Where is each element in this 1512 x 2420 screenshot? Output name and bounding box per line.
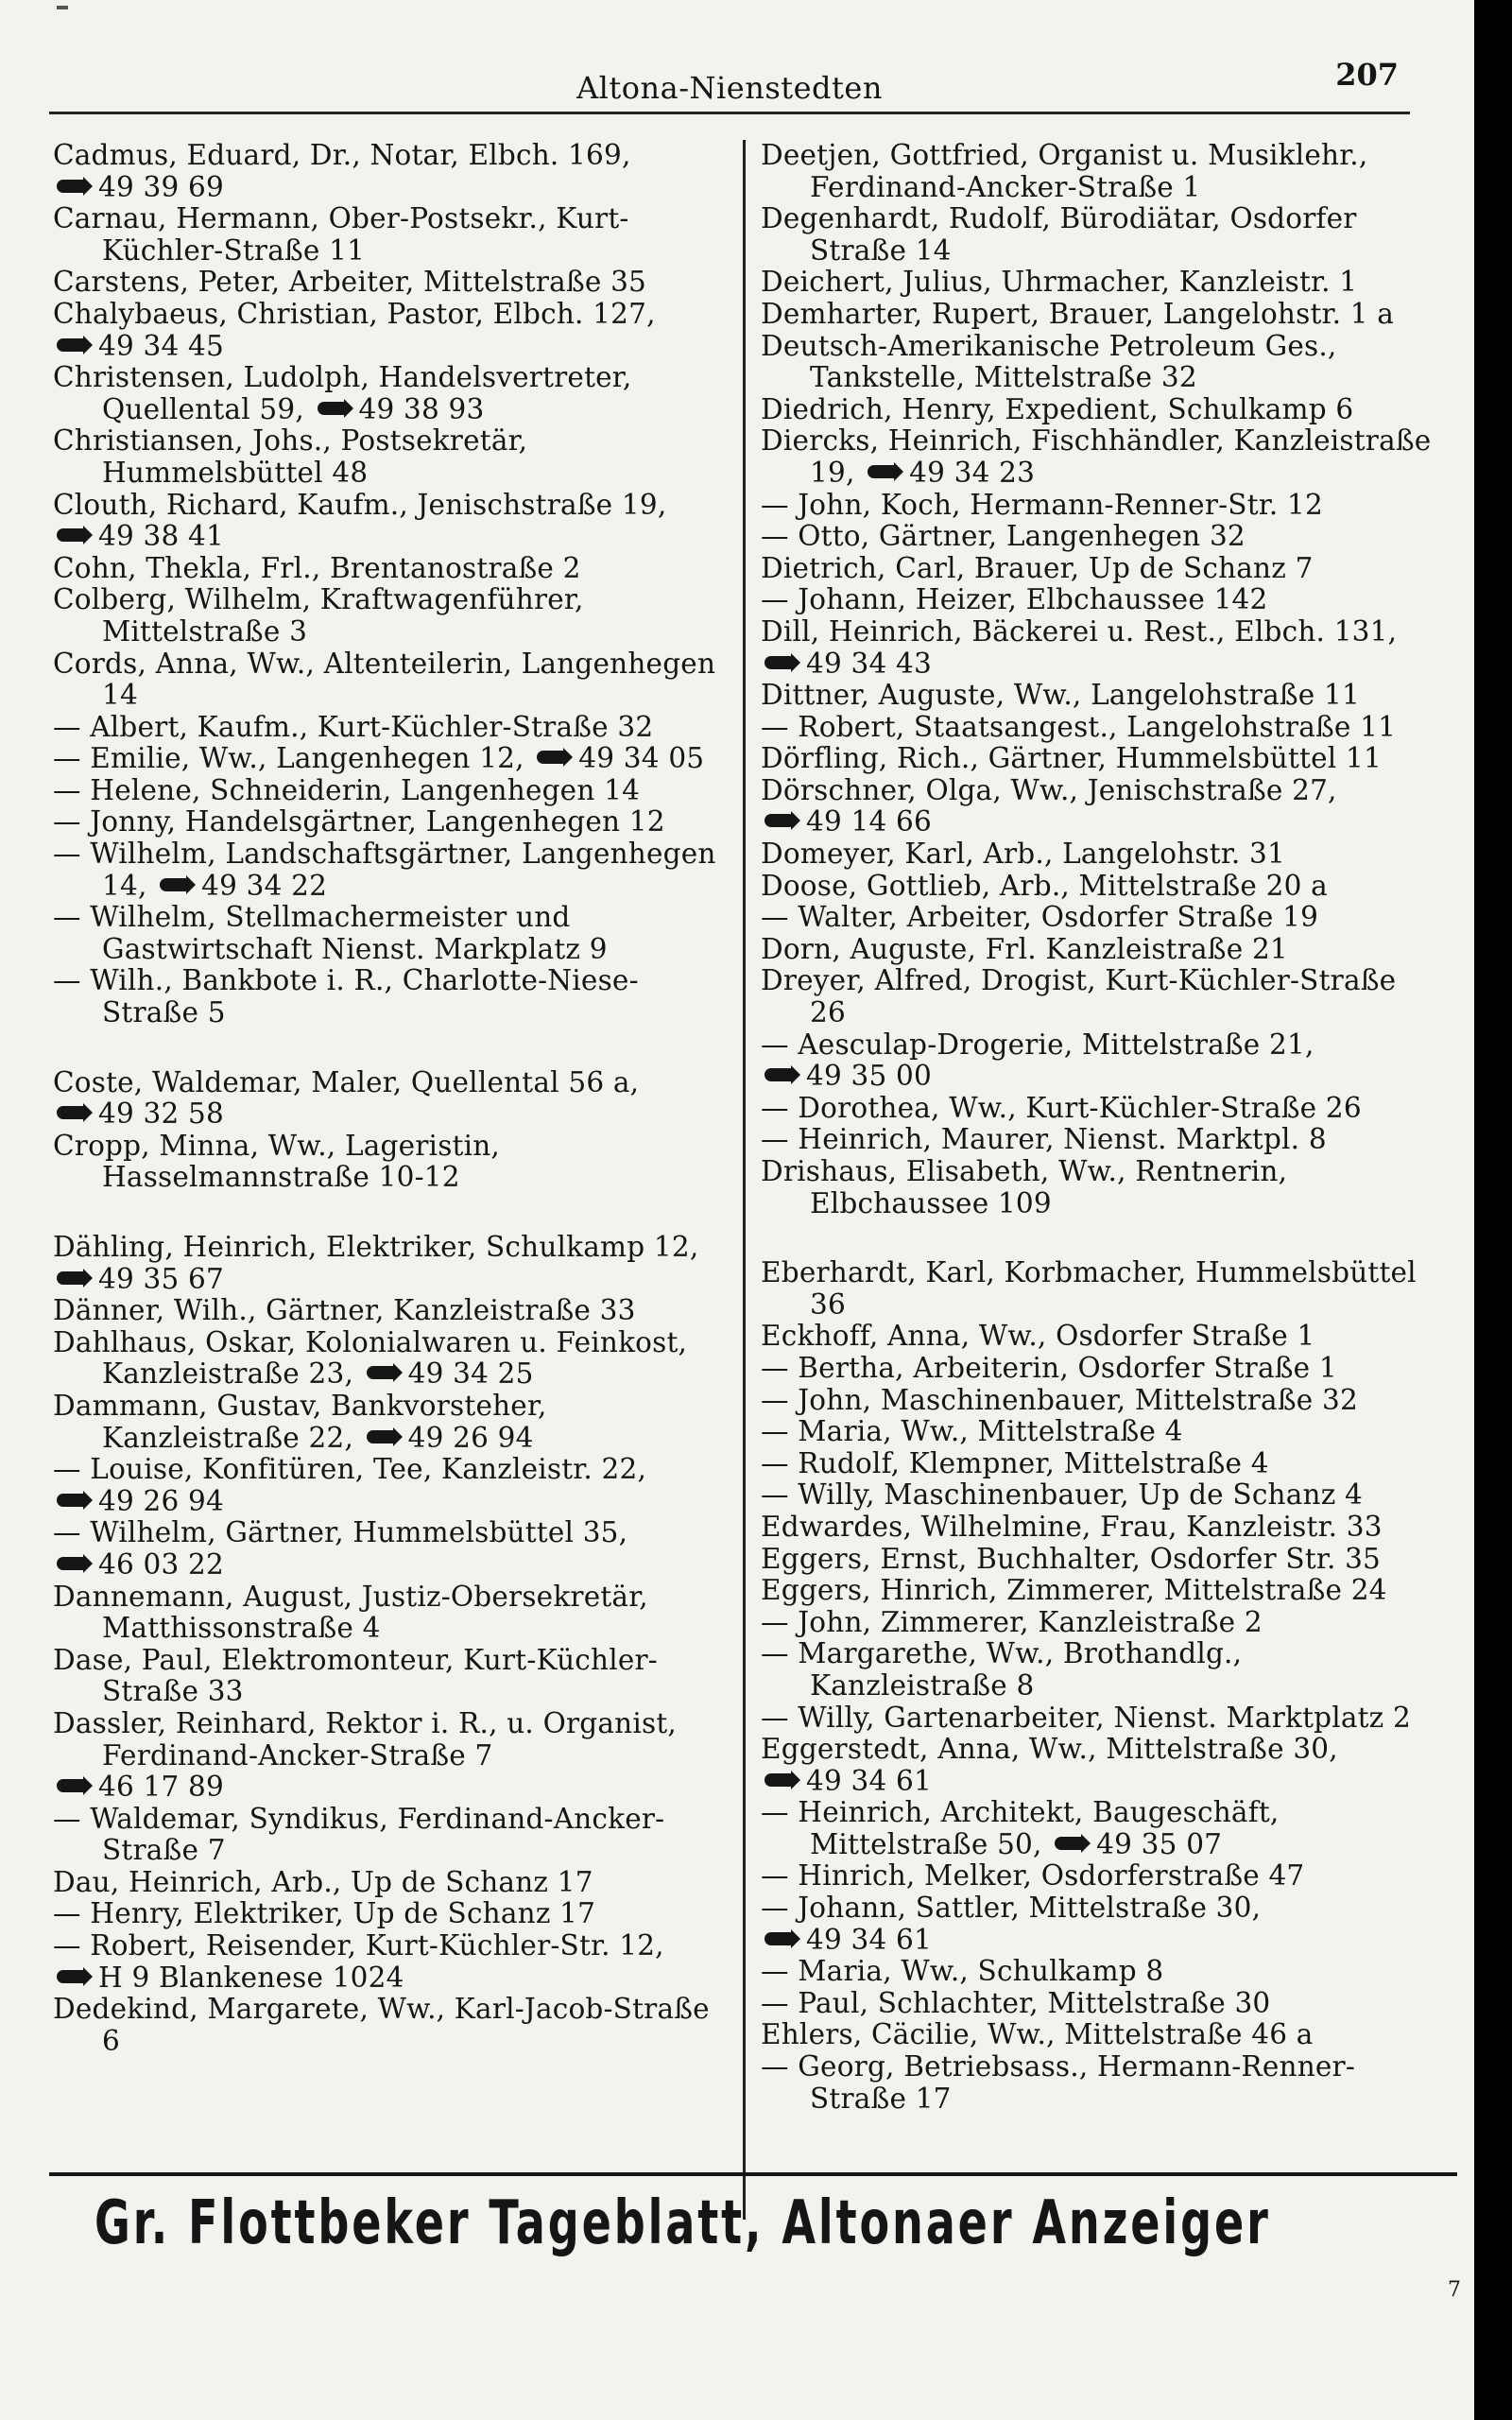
phone-number: 49 26 94 <box>98 1484 224 1517</box>
entry-text: — Johann, Heizer, Elbchaussee 142 <box>761 583 1268 616</box>
entry-text: Carnau, Hermann, Ober-Postsekr., Kurt-Küchler-Straße 11 <box>53 202 629 267</box>
telephone-icon <box>537 751 565 764</box>
entry-text: Cords, Anna, Ww., Altenteilerin, Langenhegen 14 <box>53 647 716 712</box>
entry-text: Dassler, Reinhard, Rektor i. R., u. Organist, Ferdinand-Ancker-Straße 7 <box>53 1706 677 1772</box>
entry-text: Dörschner, Olga, Ww., Jenischstraße 27, <box>761 773 1337 806</box>
directory-entry <box>53 521 729 553</box>
entry-text: Dill, Heinrich, Bäckerei u. Rest., Elbch. 131, <box>761 614 1398 648</box>
entry-text: — Georg, Betriebsass., Hermann-Renner-Straße 17 <box>761 2050 1356 2115</box>
directory-entry <box>53 838 729 902</box>
directory-entry <box>761 1029 1436 1062</box>
phone-number: 49 39 69 <box>98 170 224 203</box>
telephone-icon <box>765 1773 793 1787</box>
directory-entry <box>53 1708 729 1772</box>
entry-text: — Margarethe, Ww., Brothandlg., Kanzleistraße 8 <box>761 1637 1243 1702</box>
entry-text: Edwardes, Wilhelmine, Frau, Kanzleistr. 33 <box>761 1510 1383 1543</box>
directory-entry <box>53 1295 729 1327</box>
telephone-icon <box>765 814 793 827</box>
entry-text: — Wilhelm, Gärtner, Hummelsbüttel 35, <box>53 1516 628 1549</box>
phone-number: H 9 Blankenese 1024 <box>98 1961 404 1994</box>
directory-entry <box>761 712 1436 744</box>
directory-entry <box>53 172 729 204</box>
directory-entry <box>53 965 729 1028</box>
phone-number: 49 34 22 <box>201 869 328 902</box>
phone-number: 49 34 05 <box>578 742 705 775</box>
directory-entry <box>761 299 1436 331</box>
entry-text: — Heinrich, Architekt, Baugeschäft, Mittelstraße 50, <box>761 1796 1280 1860</box>
entry-text: Ehlers, Cäcilie, Ww., Mittelstraße 46 a <box>761 2018 1314 2051</box>
directory-entry <box>53 1327 729 1391</box>
directory-entry <box>761 1925 1436 1957</box>
directory-entry <box>761 1321 1436 1353</box>
entry-text: Christensen, Ludolph, Handelsvertreter, Quellental 59, <box>53 361 632 425</box>
phone-number: 49 35 67 <box>98 1262 224 1295</box>
entry-text: Dedekind, Margarete, Ww., Karl-Jacob-Straße 6 <box>53 1993 710 2057</box>
directory-entry <box>53 648 729 712</box>
telephone-icon <box>57 180 85 193</box>
entry-text: Christiansen, Johs., Postsekretär, Hummelsbüttel 48 <box>53 424 528 489</box>
entry-text: — Robert, Staatsangest., Langelohstraße 11 <box>761 710 1397 743</box>
entry-text: Deetjen, Gottfried, Organist u. Musiklehr., Ferdinand-Ancker-Straße 1 <box>761 139 1368 203</box>
entry-text: Dorn, Auguste, Frl. Kanzleistraße 21 <box>761 932 1288 965</box>
directory-entry <box>761 1156 1436 1219</box>
entry-text: Cadmus, Eduard, Dr., Notar, Elbch. 169, <box>53 139 631 171</box>
directory-entry <box>761 1512 1436 1544</box>
directory-entry <box>761 965 1436 1028</box>
entry-text: — Waldemar, Syndikus, Ferdinand-Ancker-Straße 7 <box>53 1802 665 1867</box>
directory-entry <box>53 1131 729 1194</box>
entry-text: Dörfling, Rich., Gärtner, Hummelsbüttel 11 <box>761 742 1382 775</box>
directory-entry <box>53 331 729 363</box>
entry-text: — Emilie, Ww., Langenhegen 12, <box>53 742 524 775</box>
section-gap <box>761 1219 1436 1257</box>
directory-entry <box>53 775 729 807</box>
entry-text: — John, Maschinenbauer, Mittelstraße 32 <box>761 1383 1358 1416</box>
entry-text: Chalybaeus, Christian, Pastor, Elbch. 127, <box>53 297 656 330</box>
phone-number: 49 38 93 <box>358 392 485 425</box>
directory-entry <box>761 140 1436 203</box>
entry-text: — Heinrich, Maurer, Nienst. Marktpl. 8 <box>761 1123 1327 1156</box>
entry-text: Eggers, Hinrich, Zimmerer, Mittelstraße 24 <box>761 1574 1387 1607</box>
directory-entry <box>761 934 1436 966</box>
phone-number: 49 34 45 <box>98 329 224 362</box>
entry-text: — Johann, Sattler, Mittelstraße 30, <box>761 1892 1262 1925</box>
directory-entry <box>53 1391 729 1454</box>
right-column <box>761 140 1436 2115</box>
entry-text: Eckhoff, Anna, Ww., Osdorfer Straße 1 <box>761 1320 1315 1353</box>
directory-entry <box>53 267 729 299</box>
entry-text: — Robert, Reisender, Kurt-Küchler-Str. 12, <box>53 1929 664 1962</box>
directory-entry <box>53 584 729 648</box>
directory-entry <box>53 1898 729 1930</box>
directory-entry <box>761 1479 1436 1512</box>
directory-entry <box>761 871 1436 903</box>
phone-number: 49 26 94 <box>407 1421 534 1454</box>
directory-entry <box>53 1549 729 1582</box>
directory-entry <box>53 203 729 267</box>
directory-entry <box>761 1416 1436 1448</box>
directory-entry <box>761 775 1436 807</box>
directory-entry <box>761 1124 1436 1156</box>
entry-text: — Maria, Ww., Schulkamp 8 <box>761 1955 1164 1988</box>
directory-entry <box>761 616 1436 648</box>
section-gap <box>53 1029 729 1067</box>
directory-entry <box>761 1353 1436 1385</box>
directory-entry <box>761 1448 1436 1480</box>
entry-text: — Bertha, Arbeiterin, Osdorfer Straße 1 <box>761 1351 1337 1384</box>
directory-entry <box>53 1232 729 1264</box>
entry-text: Dahlhaus, Oskar, Kolonialwaren u. Feinkost, Kanzleistraße 23, <box>53 1325 688 1391</box>
entry-text: Diercks, Heinrich, Fischhändler, Kanzleistraße 19, <box>761 424 1432 489</box>
entry-text: Cropp, Minna, Ww., Lageristin, Hasselmannstraße 10-12 <box>53 1129 501 1194</box>
directory-entry <box>53 1517 729 1549</box>
entry-text: Cohn, Thekla, Frl., Brentanostraße 2 <box>53 551 581 584</box>
entry-text: — Willy, Gartenarbeiter, Nienst. Marktplatz 2 <box>761 1701 1411 1734</box>
directory-entry <box>761 1766 1436 1798</box>
directory-entry <box>53 490 729 522</box>
print-mark <box>57 6 68 9</box>
entry-text: — Dorothea, Ww., Kurt-Küchler-Straße 26 <box>761 1091 1362 1124</box>
entry-text: — John, Zimmerer, Kanzleistraße 2 <box>761 1605 1263 1638</box>
directory-entry <box>761 806 1436 838</box>
telephone-icon <box>1055 1837 1083 1850</box>
directory-entry <box>761 490 1436 522</box>
footer-advertisement-text: Gr. Flottbeker Tageblatt, Altonaer Anzeiger <box>94 2188 1271 2258</box>
entry-text: Dähling, Heinrich, Elektriker, Schulkamp 12, <box>53 1231 699 1263</box>
directory-entry <box>761 1093 1436 1125</box>
telephone-icon <box>160 878 188 891</box>
entry-text: Eberhardt, Karl, Korbmacher, Hummelsbüttel 36 <box>761 1256 1417 1321</box>
telephone-icon <box>57 1494 85 1507</box>
directory-entry <box>761 902 1436 934</box>
directory-entry <box>761 1988 1436 2020</box>
telephone-icon <box>57 1779 85 1792</box>
entry-text: — Rudolf, Klempner, Mittelstraße 4 <box>761 1446 1269 1479</box>
telephone-icon <box>57 1106 85 1119</box>
entry-text: Domeyer, Karl, Arb., Langelohstr. 31 <box>761 838 1285 871</box>
directory-entry <box>761 743 1436 775</box>
column-divider <box>743 140 746 2220</box>
directory-entry <box>761 267 1436 299</box>
directory-entry <box>761 1061 1436 1093</box>
entry-text: Dannemann, August, Justiz-Obersekretär, Matthissonstraße 4 <box>53 1580 648 1645</box>
entry-text: Deichert, Julius, Uhrmacher, Kanzleistr. 1 <box>761 266 1358 299</box>
directory-entry <box>761 1893 1436 1925</box>
telephone-icon <box>57 1557 85 1570</box>
entry-text: — Hinrich, Melker, Osdorferstraße 47 <box>761 1859 1305 1893</box>
entry-text: Deutsch-Amerikanische Petroleum Ges., Tankstelle, Mittelstraße 32 <box>761 329 1337 394</box>
directory-entry <box>53 140 729 172</box>
entry-text: Doose, Gottlieb, Arb., Mittelstraße 20 a <box>761 869 1328 902</box>
directory-entry <box>761 1703 1436 1735</box>
entry-text: — John, Koch, Hermann-Renner-Str. 12 <box>761 488 1323 521</box>
phone-number: 46 03 22 <box>98 1547 224 1581</box>
entry-text: — Jonny, Handelsgärtner, Langenhegen 12 <box>53 805 665 838</box>
entry-text: Dreyer, Alfred, Drogist, Kurt-Küchler-Straße 26 <box>761 964 1397 1029</box>
phone-number: 49 34 23 <box>909 456 1036 489</box>
entry-text: Dammann, Gustav, Bankvorsteher, Kanzleistraße 22, <box>53 1389 547 1454</box>
directory-entry <box>53 743 729 775</box>
directory-entry <box>761 203 1436 267</box>
directory-entry <box>761 1860 1436 1893</box>
directory-entry <box>761 1544 1436 1576</box>
entry-text: Dittner, Auguste, Ww., Langelohstraße 11 <box>761 679 1360 712</box>
directory-entry <box>53 553 729 585</box>
directory-entry <box>761 1575 1436 1607</box>
directory-entry <box>761 394 1436 426</box>
entry-text: Dase, Paul, Elektromonteur, Kurt-Küchler-Straße 33 <box>53 1643 658 1708</box>
telephone-icon <box>868 465 896 478</box>
entry-text: — Henry, Elektriker, Up de Schanz 17 <box>53 1897 596 1930</box>
entry-text: — Paul, Schlachter, Mittelstraße 30 <box>761 1986 1271 2019</box>
directory-entry <box>761 521 1436 553</box>
directory-entry <box>53 1962 729 1995</box>
directory-entry <box>761 331 1436 394</box>
telephone-icon <box>57 1271 85 1285</box>
directory-entry <box>761 1734 1436 1766</box>
telephone-icon <box>318 402 346 415</box>
directory-entry <box>53 362 729 425</box>
left-column <box>53 140 729 2057</box>
entry-text: Carstens, Peter, Arbeiter, Mittelstraße 35 <box>53 266 647 299</box>
entry-text: Colberg, Wilhelm, Kraftwagenführer, Mittelstraße 3 <box>53 583 584 648</box>
directory-entry <box>53 1486 729 1518</box>
entry-text: Eggers, Ernst, Buchhalter, Osdorfer Str. 35 <box>761 1542 1382 1575</box>
telephone-icon <box>367 1366 395 1379</box>
directory-entry <box>53 806 729 838</box>
phone-number: 49 34 61 <box>806 1764 932 1797</box>
running-head: Altona-Nienstedten <box>576 70 883 106</box>
directory-entry <box>53 902 729 965</box>
telephone-icon <box>765 656 793 669</box>
entry-text: Eggerstedt, Anna, Ww., Mittelstraße 30, <box>761 1733 1338 1766</box>
phone-number: 49 34 25 <box>407 1357 534 1391</box>
directory-entry <box>53 1264 729 1296</box>
telephone-icon <box>57 528 85 542</box>
directory-entry <box>761 2051 1436 2115</box>
directory-entry <box>53 1930 729 1962</box>
directory-entry <box>53 1867 729 1899</box>
directory-entry <box>761 1638 1436 1702</box>
phone-number: 49 34 61 <box>806 1923 932 1956</box>
entry-text: — Willy, Maschinenbauer, Up de Schanz 4 <box>761 1478 1364 1512</box>
directory-entry <box>761 1797 1436 1860</box>
directory-entry <box>761 584 1436 616</box>
directory-entry <box>53 1645 729 1708</box>
page-header <box>49 57 1410 114</box>
section-gap <box>53 1194 729 1232</box>
entry-text: Dietrich, Carl, Brauer, Up de Schanz 7 <box>761 551 1314 584</box>
directory-entry <box>53 1772 729 1804</box>
entry-text: Coste, Waldemar, Maler, Quellental 56 a, <box>53 1065 640 1098</box>
directory-entry <box>53 1454 729 1486</box>
entry-text: — Wilhelm, Landschaftsgärtner, Langenhegen 14, <box>53 838 716 902</box>
directory-entry <box>53 1098 729 1131</box>
entry-text: Clouth, Richard, Kaufm., Jenischstraße 19, <box>53 488 667 521</box>
telephone-icon <box>765 1932 793 1945</box>
phone-number: 49 32 58 <box>98 1098 224 1131</box>
entry-text: — Wilh., Bankbote i. R., Charlotte-Niese-Straße 5 <box>53 964 639 1029</box>
entry-text: — Aesculap-Drogerie, Mittelstraße 21, <box>761 1028 1314 1061</box>
directory-entry <box>53 1067 729 1099</box>
directory-entry <box>53 1804 729 1867</box>
entry-text: Demharter, Rupert, Brauer, Langelohstr. 1 a <box>761 297 1395 330</box>
directory-entry <box>53 1994 729 2057</box>
directory-entry <box>53 1582 729 1645</box>
footer-advertisement <box>94 2188 1418 2279</box>
entry-text: — Walter, Arbeiter, Osdorfer Straße 19 <box>761 901 1319 934</box>
phone-number: 49 35 00 <box>806 1060 932 1093</box>
entry-text: — Albert, Kaufm., Kurt-Küchler-Straße 32 <box>53 710 654 743</box>
directory-entry <box>53 425 729 489</box>
entry-text: — Louise, Konfitüren, Tee, Kanzleistr. 22, <box>53 1453 647 1486</box>
directory-entry <box>761 2019 1436 2051</box>
entry-text: Drishaus, Elisabeth, Ww., Rentnerin, Elbchaussee 109 <box>761 1155 1288 1219</box>
directory-entry <box>761 1385 1436 1417</box>
directory-entry <box>761 425 1436 489</box>
directory-entry <box>761 680 1436 712</box>
footer-rule <box>49 2172 1457 2176</box>
directory-entry <box>53 712 729 744</box>
telephone-icon <box>765 1068 793 1081</box>
directory-entry <box>761 553 1436 585</box>
directory-entry <box>761 648 1436 681</box>
scan-border <box>1474 0 1512 2420</box>
phone-number: 49 38 41 <box>98 520 224 553</box>
phone-number: 49 35 07 <box>1096 1827 1223 1860</box>
directory-entry <box>761 1257 1436 1321</box>
entry-text: — Maria, Ww., Mittelstraße 4 <box>761 1415 1183 1448</box>
page-number: 207 <box>1335 57 1399 93</box>
entry-text: Dänner, Wilh., Gärtner, Kanzleistraße 33 <box>53 1294 636 1327</box>
printer-signature: 7 <box>1448 2278 1461 2302</box>
entry-text: — Helene, Schneiderin, Langenhegen 14 <box>53 773 641 806</box>
entry-text: — Wilhelm, Stellmachermeister und Gastwirtschaft Nienst. Markplatz 9 <box>53 901 608 965</box>
phone-number: 49 34 43 <box>806 647 932 680</box>
directory-entry <box>761 1607 1436 1639</box>
entry-text: Degenhardt, Rudolf, Bürodiätar, Osdorfer Straße 14 <box>761 202 1357 267</box>
directory-entry <box>761 1956 1436 1988</box>
directory-entry <box>761 838 1436 871</box>
entry-text: — Otto, Gärtner, Langenhegen 32 <box>761 520 1246 553</box>
telephone-icon <box>57 1970 85 1983</box>
entry-text: Diedrich, Henry, Expedient, Schulkamp 6 <box>761 392 1354 425</box>
telephone-icon <box>367 1430 395 1443</box>
telephone-icon <box>57 338 85 352</box>
phone-number: 46 17 89 <box>98 1771 224 1804</box>
directory-entry <box>53 299 729 331</box>
entry-text: Dau, Heinrich, Arb., Up de Schanz 17 <box>53 1865 593 1898</box>
phone-number: 49 14 66 <box>806 805 932 838</box>
